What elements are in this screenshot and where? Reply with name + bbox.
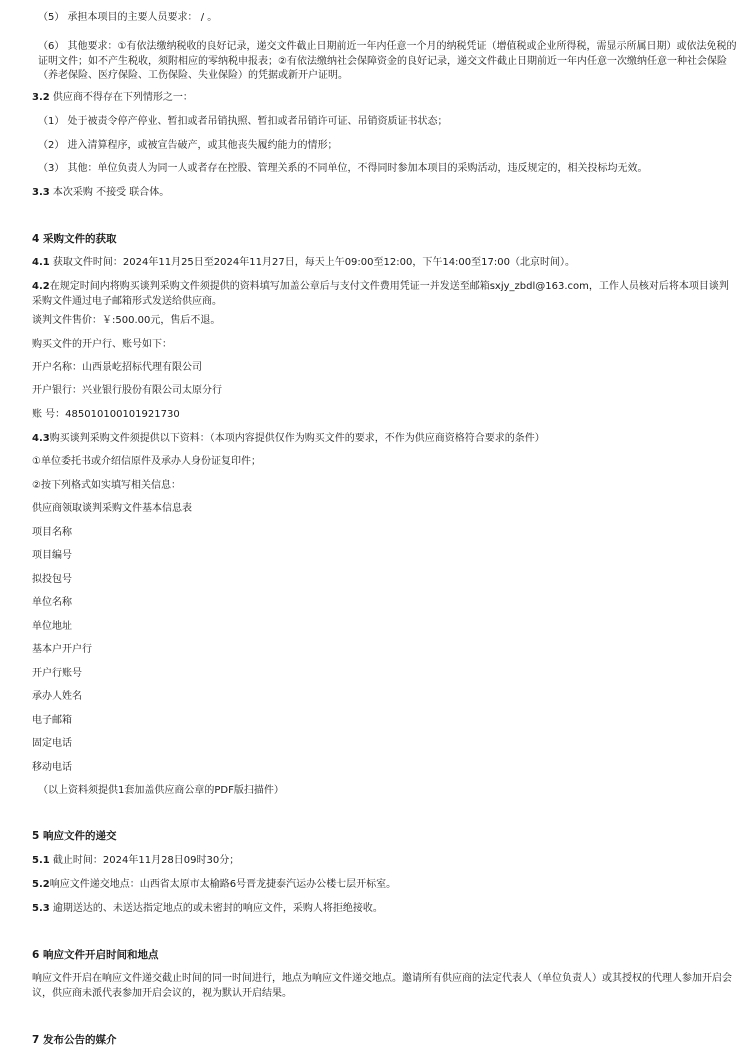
clause-3-3 [32,186,169,200]
scan-note: （以上资料须提供1套加盖供应商公章的PDF版扫描件） [38,785,284,796]
clause-number: 5.1 [32,855,50,866]
material-2: ②按下列格式如实填写相关信息： [32,480,181,491]
clause-number: 4.2 [32,281,50,292]
clause-number: 3.2 [32,92,50,103]
info-field: 单位地址 [32,621,72,632]
section-heading-7: 7 发布公告的媒介 [32,1034,117,1046]
clause-number: 5.2 [32,879,50,890]
clause-number: 5.3 [32,903,50,914]
clause-text: 截止时间：2024年11月28日09时30分； [49,855,240,866]
clause-5-3 [32,902,383,916]
clause-5-2 [32,878,396,892]
bank-info-intro: 购买文件的开户行、账号如下： [32,339,172,350]
clause-number: 3.3 [32,187,50,198]
section-heading-4: 4 采购文件的获取 [32,233,117,245]
info-field: 固定电话 [32,738,72,749]
bank-name: 开户银行：兴业银行股份有限公司太原分行 [32,385,222,396]
info-field: 移动电话 [32,762,72,773]
exclusion-3: （3） 其他：单位负责人为同一人或者存在控股、管理关系的不同单位，不得同时参加本项目的采购活动，违反规定的，相关投标均无效。 [38,163,648,174]
info-field: 开户行账号 [32,668,82,679]
clause-number: 4.3 [32,433,50,444]
material-1: ①单位委托书或介绍信原件及承办人身份证复印件； [32,456,261,467]
clause-number: 4.1 [32,257,50,268]
exclusion-2: （2） 进入清算程序，或被宣告破产，或其他丧失履约能力的情形； [38,140,338,151]
requirement-6: （6） 其他要求：①有依法缴纳税收的良好记录，递交文件截止日期前近一年内任意一个月的纳税凭证（增值税或企业所得税，需显示所属日期）或依法免税的证明文件；如不产生税收，须附相应的零纳税申报表；②有依法缴纳社会保障资金的良好记录，递交文件截止日期前近一年内任意一次缴纳任意一种社会保险（养老保险、医疗保险、工伤保险、失业保险）的凭据或新开户证明。 [38,41,737,81]
account-name: 开户名称：山西景屹招标代理有限公司 [32,362,202,373]
info-field: 项目编号 [32,550,72,561]
info-field: 电子邮箱 [32,715,72,726]
opening-info: 响应文件开启在响应文件递交截止时间的同一时间进行，地点为响应文件递交地点。邀请所有供应商的法定代表人（单位负责人）或其授权的代理人参加开启会议，供应商未派代表参加开启会议的，视为默认开启结果。 [32,973,732,999]
clause-4-3 [32,432,545,446]
clause-5-1 [32,854,239,868]
info-field: 承办人姓名 [32,691,82,702]
clause-text: 响应文件递交地点：山西省太原市太榆路6号晋龙捷泰汽运办公楼七层开标室。 [49,879,397,890]
section-heading-6: 6 响应文件开启时间和地点 [32,949,159,961]
clause-4-1 [32,256,575,270]
requirement-5: （5） 承担本项目的主要人员要求： / 。 [38,12,218,23]
info-table-title: 供应商领取谈判采购文件基本信息表 [32,503,192,514]
info-field: 项目名称 [32,527,72,538]
info-field: 拟投包号 [32,574,72,585]
document-price: 谈判文件售价：￥:500.00元，售后不退。 [32,315,221,326]
clause-text: 供应商不得存在下列情形之一： [49,92,193,103]
clause-text: 购买谈判采购文件须提供以下资料：（本项内容提供仅作为购买文件的要求，不作为供应商资格符合要求的条件） [49,433,545,444]
exclusion-1: （1） 处于被责令停产停业、暂扣或者吊销执照、暂扣或者吊销许可证、吊销资质证书状态； [38,116,448,127]
clause-text: 本次采购 不接受 联合体。 [49,187,170,198]
section-heading-5: 5 响应文件的递交 [32,830,117,842]
info-field: 基本户开户行 [32,644,92,655]
account-number: 账 号：485010100101921730 [32,409,180,420]
clause-3-2 [32,91,193,105]
clause-4-2 [32,280,735,309]
clause-text: 逾期送达的、未送达指定地点的或未密封的响应文件，采购人将拒绝接收。 [49,903,383,914]
clause-text: 获取文件时间：2024年11月25日至2024年11月27日，每天上午09:00至12:00，下午14:00至17:00（北京时间）。 [49,257,575,268]
clause-text: 在规定时间内将购买谈判采购文件须提供的资料填写加盖公章后与支付文件费用凭证一并发送至邮箱sxjy_zbdl@163.com，工作人员核对后将本项目谈判采购文件通过电子邮箱形式发送给供应商。 [32,281,729,307]
info-field: 单位名称 [32,597,72,608]
